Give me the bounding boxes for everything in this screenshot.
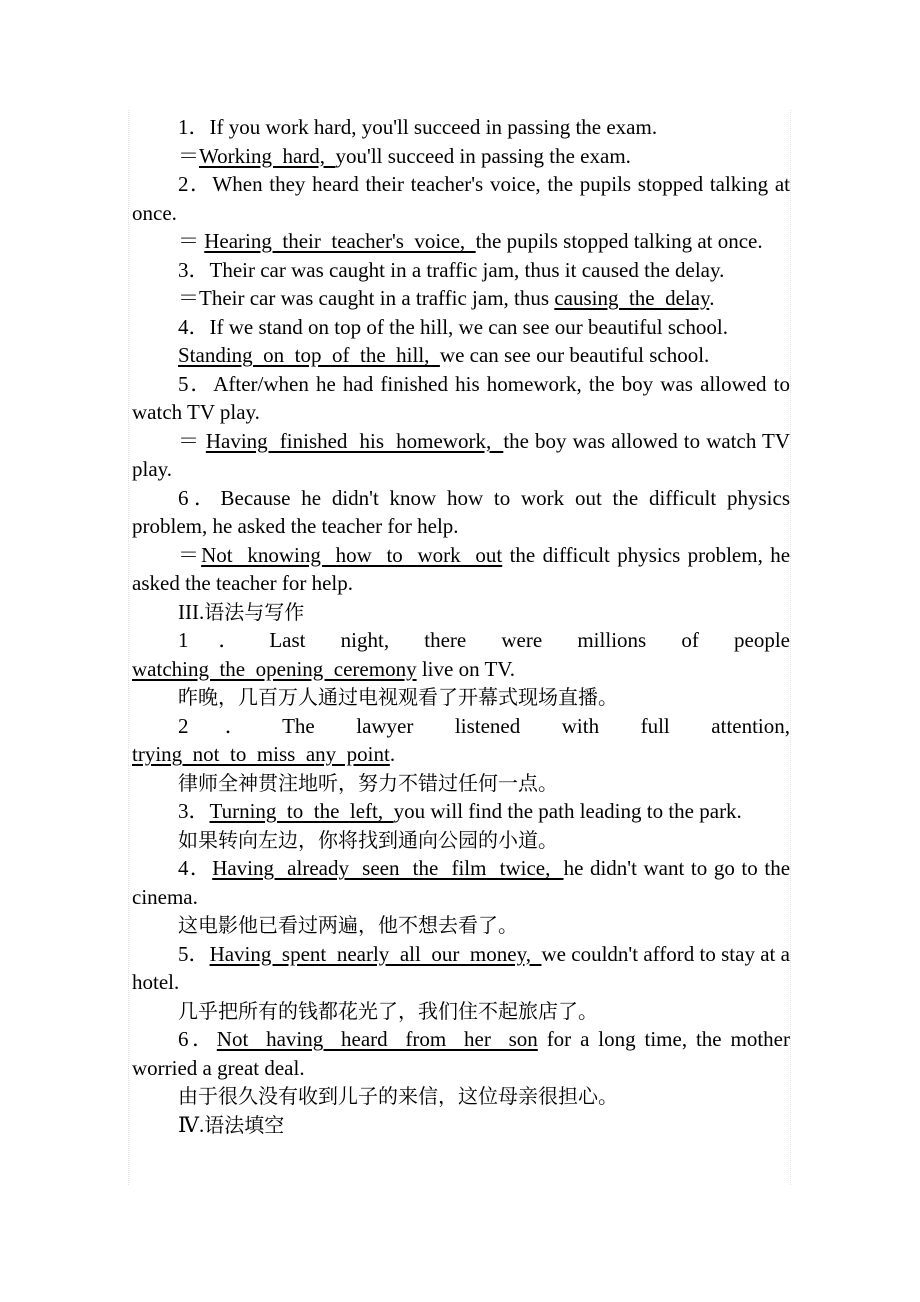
s3-item-1-sentence: 1．Last night, there were millions of people watching the opening ceremony live on TV. — [132, 628, 790, 681]
s2-item-3-original: 3．Their car was caught in a traffic jam, thus it caused the delay. — [178, 257, 725, 282]
answer-blank: Not having heard from her son — [216, 1027, 538, 1051]
s3-item-1-chinese: 昨晚，几百万人通过电视观看了开幕式现场直播。 — [178, 685, 618, 709]
answer-blank: Standing on top of the hill, — [178, 343, 440, 367]
section-3-heading: III.语法与写作 — [178, 599, 305, 624]
answer-blank: causing the delay — [554, 286, 710, 310]
s3-item-5-chinese: 几乎把所有的钱都花光了，我们住不起旅店了。 — [178, 998, 598, 1023]
s3-item-6-chinese: 由于很久没有收到儿子的来信，这位母亲很担心。 — [178, 1084, 618, 1108]
s2-item-5-rewrite: ＝ Having finished his homework, the boy was allowed to watch TV play. — [132, 428, 790, 481]
s3-item-4-sentence: 4．Having already seen the film twice, he didn't want to go to the cinema. — [132, 856, 791, 909]
answer-blank: Having spent nearly all our money, — [209, 941, 542, 966]
s2-item-2-original: 2．When they heard their teacher's voice, the pupils stopped talking at once. — [132, 172, 791, 225]
s2-item-2-rewrite: ＝ Hearing their teacher's voice, the pupils stopped talking at once. — [178, 229, 763, 253]
margin-guide-right — [790, 110, 791, 1185]
s3-item-3-sentence: 3．Turning to the left, you will find the path leading to the park. — [178, 799, 742, 823]
answer-blank: Not knowing how to work out — [201, 542, 503, 567]
s2-item-6-original: 6．Because he didn't know how to work out the difficult physics problem, he asked the teacher for help. — [132, 485, 790, 538]
s2-item-1-rewrite: ＝Working hard, you'll succeed in passing the exam. — [178, 143, 631, 168]
s2-item-4-rewrite: Standing on top of the hill, we can see our beautiful school. — [178, 343, 710, 367]
answer-blank: trying not to miss any point — [132, 742, 390, 766]
document-body — [132, 113, 790, 1139]
s2-item-6-rewrite: ＝Not knowing how to work out the difficult physics problem, he asked the teacher for help. — [132, 542, 791, 595]
s2-item-4-original: 4．If we stand on top of the hill, we can see our beautiful school. — [178, 314, 728, 339]
answer-blank: Turning to the left, — [209, 799, 394, 823]
s3-item-2-chinese: 律师全神贯注地听，努力不错过任何一点。 — [178, 770, 558, 795]
s2-item-3-rewrite: ＝Their car was caught in a traffic jam, thus causing the delay. — [178, 286, 715, 310]
margin-guide-left — [128, 110, 129, 1185]
s3-item-6-sentence: 6．Not having heard from her son for a long time, the mother worried a great deal. — [132, 1027, 790, 1080]
s3-item-4-chinese: 这电影他已看过两遍，他不想去看了。 — [178, 913, 518, 937]
section-4-heading: Ⅳ.语法填空 — [178, 1112, 285, 1137]
s3-item-5-sentence: 5．Having spent nearly all our money, we couldn't afford to stay at a hotel. — [132, 941, 790, 994]
answer-blank: Having already seen the film twice, — [212, 856, 564, 880]
s3-item-3-chinese: 如果转向左边，你将找到通向公园的小道。 — [178, 827, 558, 852]
answer-blank: Having finished his homework, — [205, 428, 504, 453]
s2-item-1-original: 1．If you work hard, you'll succeed in passing the exam. — [178, 115, 658, 139]
s2-item-5-original: 5．After/when he had finished his homework, the boy was allowed to watch TV play. — [132, 371, 791, 424]
s3-item-2-sentence: 2．The lawyer listened with full attention, trying not to miss any point. — [132, 713, 791, 766]
answer-blank: Hearing their teacher's voice, — [204, 229, 476, 253]
answer-blank: Working hard, — [199, 143, 336, 168]
answer-blank: watching the opening ceremony — [132, 656, 417, 681]
